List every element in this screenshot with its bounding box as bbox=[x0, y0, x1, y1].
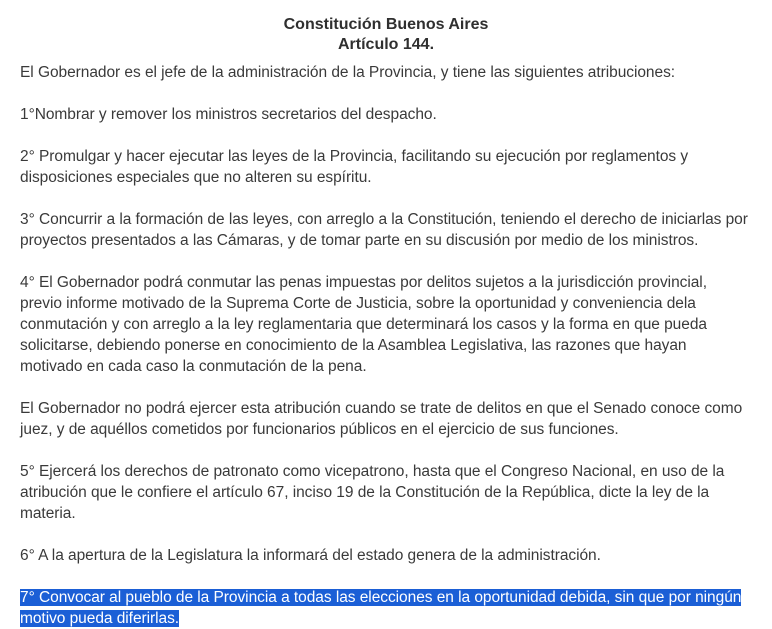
paragraph-4: 4° El Gobernador podrá conmutar las penas impuestas por delitos sujetos a la jurisdicción provincial, previo informe motivado de la Suprema Corte de Justicia, sobre la oportunidad y conveniencia dela conmutación y con arreglo a la ley reglamentaria que determinará los casos y la forma en que pueda solicitarse, debiendo ponerse en conocimiento de la Asamblea Legislativa, las razones que hayan motivado en cada caso la conmutación de la pena. bbox=[20, 274, 707, 375]
paragraph-4-exception: El Gobernador no podrá ejercer esta atribución cuando se trate de delitos en que el Senado conoce como juez, y de aquéllos cometidos por funcionarios públicos en el ejercicio de sus funciones. bbox=[20, 400, 743, 438]
intro-paragraph: El Gobernador es el jefe de la administración de la Provincia, y tiene las siguientes atribuciones: bbox=[20, 64, 676, 81]
paragraph-3: 3° Concurrir a la formación de las leyes, con arreglo a la Constitución, teniendo el derecho de iniciarlas por proyectos presentados a las Cámaras, y de tomar parte en su discusión por medio de los ministros. bbox=[20, 211, 748, 249]
document-title: Constitución Buenos Aires bbox=[283, 16, 489, 33]
paragraph-7-selected[interactable] bbox=[20, 587, 752, 629]
selected-text[interactable]: 7° Convocar al pueblo de la Provincia a todas las elecciones en la oportunidad debida, sin que por ningún motivo pueda diferirlas. bbox=[20, 589, 742, 627]
paragraph-5: 5° Ejercerá los derechos de patronato como vicepatrono, hasta que el Congreso Nacional, en uso de la atribución que le confiere el artículo 67, inciso 19 de la Constitución de la República, dicte la ley de la materia. bbox=[20, 463, 725, 522]
paragraph-2: 2° Promulgar y hacer ejecutar las leyes de la Provincia, facilitando su ejecución por reglamentos y disposiciones especiales que no alteren su espíritu. bbox=[20, 148, 689, 186]
paragraph-1: 1°Nombrar y remover los ministros secretarios del despacho. bbox=[20, 106, 437, 123]
paragraph-6: 6° A la apertura de la Legislatura la informará del estado genera de la administración. bbox=[20, 547, 601, 564]
document-header bbox=[20, 15, 752, 55]
article-heading: Artículo 144. bbox=[337, 36, 435, 53]
